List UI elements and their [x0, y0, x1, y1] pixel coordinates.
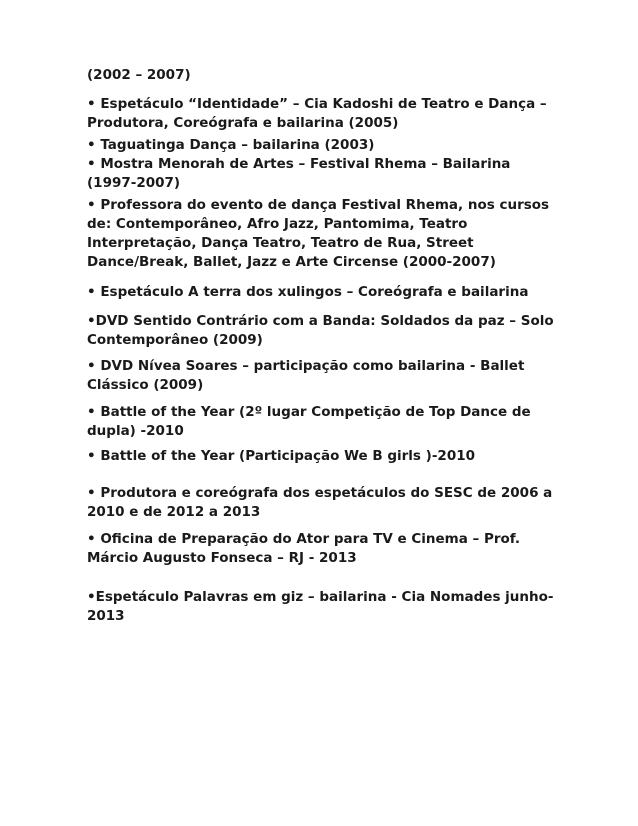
entry-dvd-sentido — [87, 312, 557, 350]
entry-line: •DVD Sentido Contrário com a Banda: Soldados da paz – Solo — [87, 313, 554, 329]
entry-line: • Mostra Menorah de Artes – Festival Rhema – Bailarina — [87, 156, 511, 172]
entry-identidade — [87, 95, 557, 133]
entry-line: • Espetáculo A terra dos xulingos – Coreógrafa e bailarina — [87, 284, 529, 300]
entry-line: (2002 – 2007) — [87, 67, 191, 83]
entry-line: 2010 e de 2012 a 2013 — [87, 504, 261, 520]
entry-line: Márcio Augusto Fonseca – RJ - 2013 — [87, 550, 357, 566]
entry-line: Produtora, Coreógrafa e bailarina (2005) — [87, 115, 399, 131]
entry-line: Clássico (2009) — [87, 377, 204, 393]
entry-line: • Espetáculo “Identidade” – Cia Kadoshi de Teatro e Dança – — [87, 96, 547, 112]
entry-line: • Professora do evento de dança Festival Rhema, nos cursos — [87, 197, 550, 213]
entry-line: Interpretação, Dança Teatro, Teatro de Rua, Street — [87, 235, 474, 251]
entry-taguatinga — [87, 136, 557, 155]
entry-menorah — [87, 155, 557, 193]
entry-line: •Espetáculo Palavras em giz – bailarina - Cia Nomades junho- — [87, 589, 554, 605]
entry-line: 2013 — [87, 608, 125, 624]
entry-line: • DVD Nívea Soares – participação como bailarina - Ballet — [87, 358, 525, 374]
entry-professora — [87, 196, 557, 272]
entry-line: dupla) -2010 — [87, 423, 184, 439]
entry-line: de: Contemporâneo, Afro Jazz, Pantomima, Teatro — [87, 216, 468, 232]
entry-line: (1997-2007) — [87, 175, 181, 191]
entry-xulingos — [87, 283, 557, 302]
entry-line: Contemporâneo (2009) — [87, 332, 263, 348]
entry-period — [87, 66, 557, 85]
entry-oficina — [87, 530, 557, 568]
entry-palavras-giz — [87, 588, 557, 626]
entry-sesc — [87, 484, 557, 522]
entry-line: Dance/Break, Ballet, Jazz e Arte Circense (2000-2007) — [87, 254, 496, 270]
entry-line: • Taguatinga Dança – bailarina (2003) — [87, 137, 375, 153]
entry-line: • Produtora e coreógrafa dos espetáculos do SESC de 2006 a — [87, 485, 553, 501]
entry-battle-2nd — [87, 403, 557, 441]
entry-battle-participacao — [87, 447, 557, 466]
entry-line: • Battle of the Year (2º lugar Competição de Top Dance de — [87, 404, 531, 420]
entry-dvd-nivea — [87, 357, 557, 395]
entry-line: • Oficina de Preparação do Ator para TV e Cinema – Prof. — [87, 531, 521, 547]
entry-line: • Battle of the Year (Participação We B girls )-2010 — [87, 448, 475, 464]
